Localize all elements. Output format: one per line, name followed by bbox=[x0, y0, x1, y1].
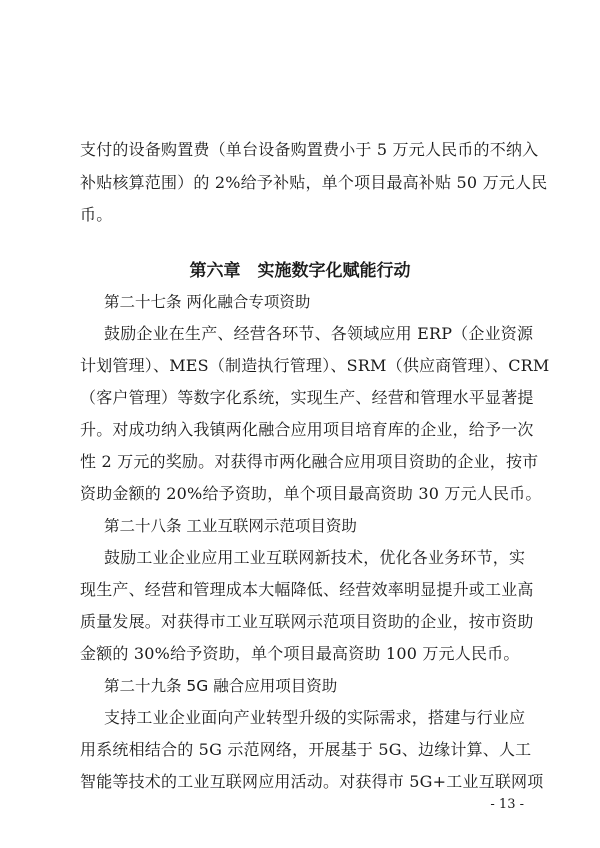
paragraph-line: 补贴核算范围）的 2%给予补贴，单个项目最高补贴 50 万元人民 bbox=[80, 173, 548, 192]
article-27-title: 第二十七条 两化融合专项资助 bbox=[104, 293, 311, 311]
paragraph-line: 币。 bbox=[80, 205, 113, 224]
chapter-title: 第六章 实施数字化赋能行动 bbox=[189, 261, 411, 281]
paragraph-line: 计划管理）、MES（制造执行管理）、SRM（供应商管理）、CRM bbox=[80, 356, 550, 375]
paragraph-line: 资助金额的 20%给予资助，单个项目最高资助 30 万元人民币。 bbox=[80, 484, 542, 503]
paragraph-line: 现生产、经营和管理成本大幅降低、经营效率明显提升或工业高 bbox=[80, 580, 534, 599]
paragraph-line: 用系统相结合的 5G 示范网络，开展基于 5G、边缘计算、人工 bbox=[80, 740, 532, 759]
paragraph-line: 金额的 30%给予资助，单个项目最高资助 100 万元人民币。 bbox=[80, 644, 520, 663]
paragraph-line: 升。对成功纳入我镇两化融合应用项目培育库的企业，给予一次 bbox=[80, 420, 534, 439]
paragraph-line: 鼓励工业企业应用工业互联网新技术，优化各业务环节，实 bbox=[104, 548, 526, 567]
paragraph-line: 质量发展。对获得市工业互联网示范项目资助的企业，按市资助 bbox=[80, 612, 534, 631]
paragraph-line: 性 2 万元的奖励。对获得市两化融合应用项目资助的企业，按市 bbox=[80, 452, 539, 471]
paragraph-line: 鼓励企业在生产、经营各环节、各领域应用 ERP（企业资源 bbox=[104, 324, 534, 343]
article-29-title: 第二十九条 5G 融合应用项目资助 bbox=[104, 677, 338, 695]
paragraph-line: 智能等技术的工业互联网应用活动。对获得市 5G+工业互联网项 bbox=[80, 772, 544, 791]
paragraph-line: 支持工业企业面向产业转型升级的实际需求，搭建与行业应 bbox=[104, 708, 526, 727]
article-28-title: 第二十八条 工业互联网示范项目资助 bbox=[104, 517, 357, 535]
paragraph-line: 支付的设备购置费（单台设备购置费小于 5 万元人民币的不纳入 bbox=[80, 140, 539, 159]
paragraph-line: （客户管理）等数字化系统，实现生产、经营和管理水平显著提 bbox=[80, 388, 534, 407]
page-number: - 13 - bbox=[490, 797, 524, 812]
